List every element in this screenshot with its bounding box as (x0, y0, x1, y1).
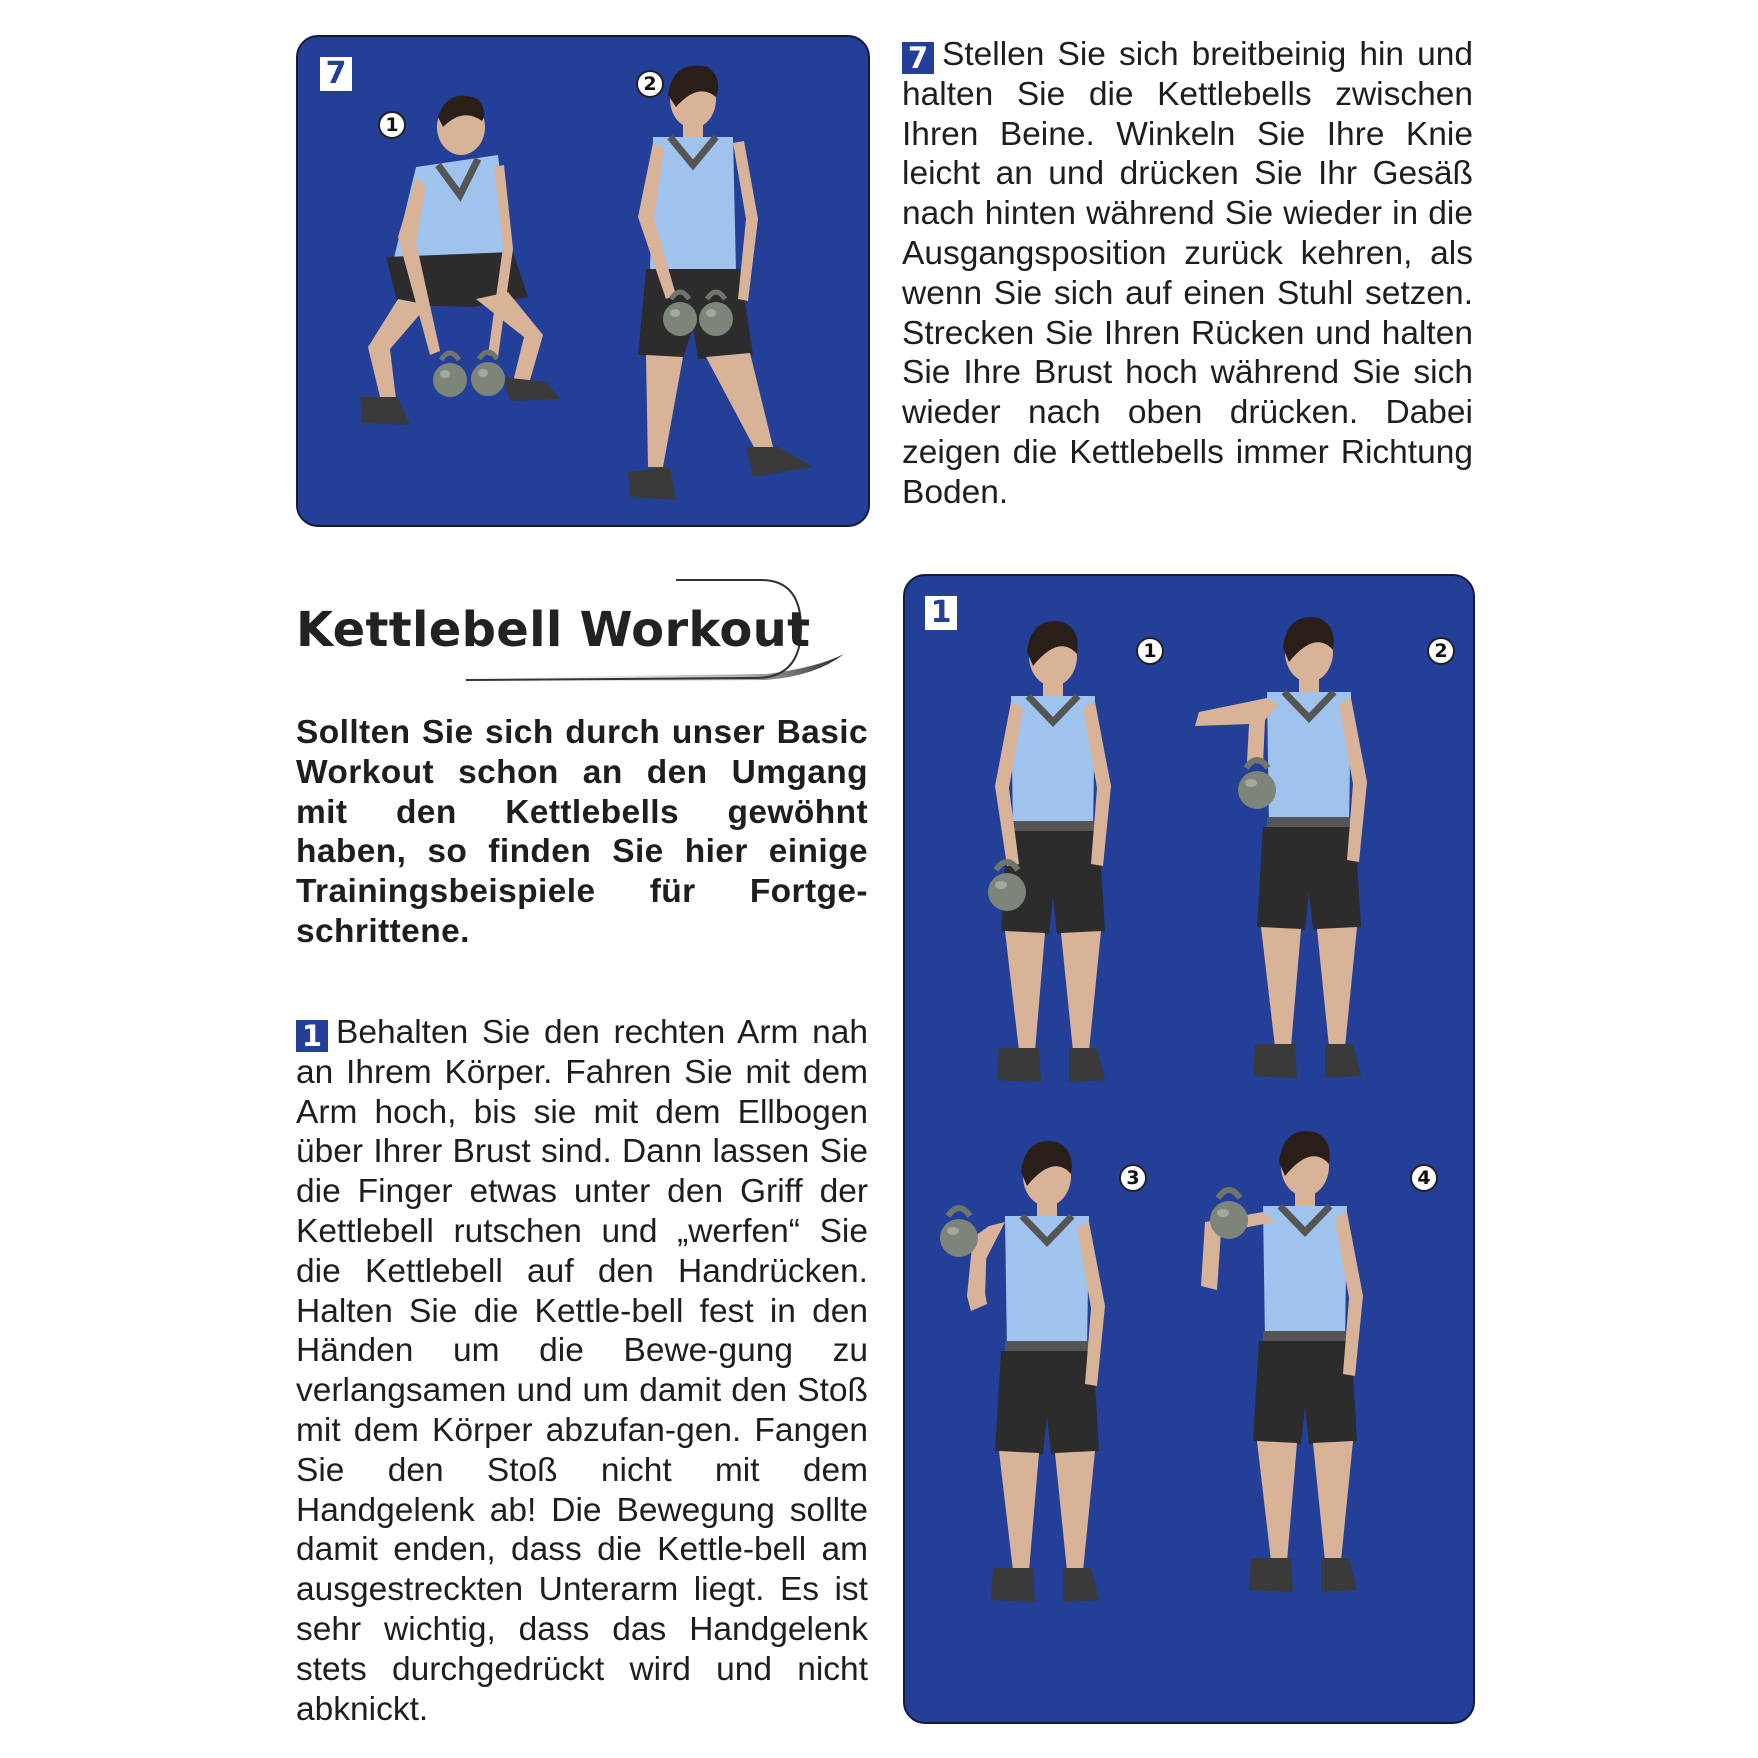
exercise-1-illustration (903, 574, 1475, 1724)
exercise-7-illustration (296, 35, 870, 527)
exercise-badge: 1 (296, 1020, 328, 1052)
squat-figure (360, 96, 560, 425)
exercise-7-description: Stellen Sie sich breitbeinig hin und halten Sie die Kettlebells zwischen Ihren Beine. Winkeln Sie Ihre Knie leicht an und drücken Sie Ihr Gesäß nach hinten während Sie wieder in die Ausgangsposition zurück kehren, als wenn Sie sich auf einen Stuhl setzen. Strecken Sie Ihren Rücken und halten Sie Ihre Brust hoch während Sie sich wieder nach oben drücken. Dabei zeigen die Kettlebells immer Richtung Boden. (902, 36, 1473, 511)
exercise-badge: 7 (320, 57, 352, 91)
standing-figure (628, 66, 813, 500)
exercise-7-figures (298, 37, 870, 527)
step-marker-1: 1 (378, 111, 406, 139)
exercise-1-text (296, 1013, 868, 1729)
step-marker-1: 1 (1136, 637, 1164, 665)
step-marker-3: 3 (1119, 1164, 1147, 1192)
exercise-badge: 1 (925, 596, 957, 630)
exercise-1-description: Behalten Sie den rechten Arm nah an Ihrem Körper. Fahren Sie mit dem Arm hoch, bis sie mit dem Ellbogen über Ihrer Brust sind. Dann lassen Sie die Finger etwas unter den Griff der Kettlebell rutschen und „werfen“ Sie die Kettlebell auf den Handrücken. Halten Sie die Kettle-bell fest in den Händen um die Bewe-gung zu verlangsamen und um damit den Stoß mit dem Körper abzufan-gen. Fangen Sie den Stoß nicht mit dem Handgelenk ab! Die Bewegung sollte damit enden, dass die Kettle-bell am ausgestreckten Unterarm liegt. Es ist sehr wichtig, dass das Handgelenk stets durchgedrückt wird und nicht abknickt. (296, 1014, 868, 1728)
page-title: Kettlebell Workout (296, 602, 811, 658)
exercise-badge: 7 (902, 42, 934, 74)
intro-text: Sollten Sie sich durch unser Basic Workout schon an den Umgang mit den Kettlebells gewöhnt haben, so finden Sie hier einige Trainingsbeispiele für Fortge-schrittene. (296, 714, 868, 950)
figure-step-3 (940, 1141, 1105, 1602)
section-heading (296, 578, 856, 688)
exercise-1-figures (905, 576, 1475, 1724)
exercise-7-text (902, 35, 1473, 513)
step-marker-2: 2 (1427, 637, 1455, 665)
figure-step-2 (1195, 617, 1367, 1078)
step-marker-2: 2 (636, 70, 664, 98)
step-marker-4: 4 (1410, 1164, 1438, 1192)
figure-step-1 (988, 621, 1111, 1082)
figure-step-4 (1201, 1131, 1363, 1592)
